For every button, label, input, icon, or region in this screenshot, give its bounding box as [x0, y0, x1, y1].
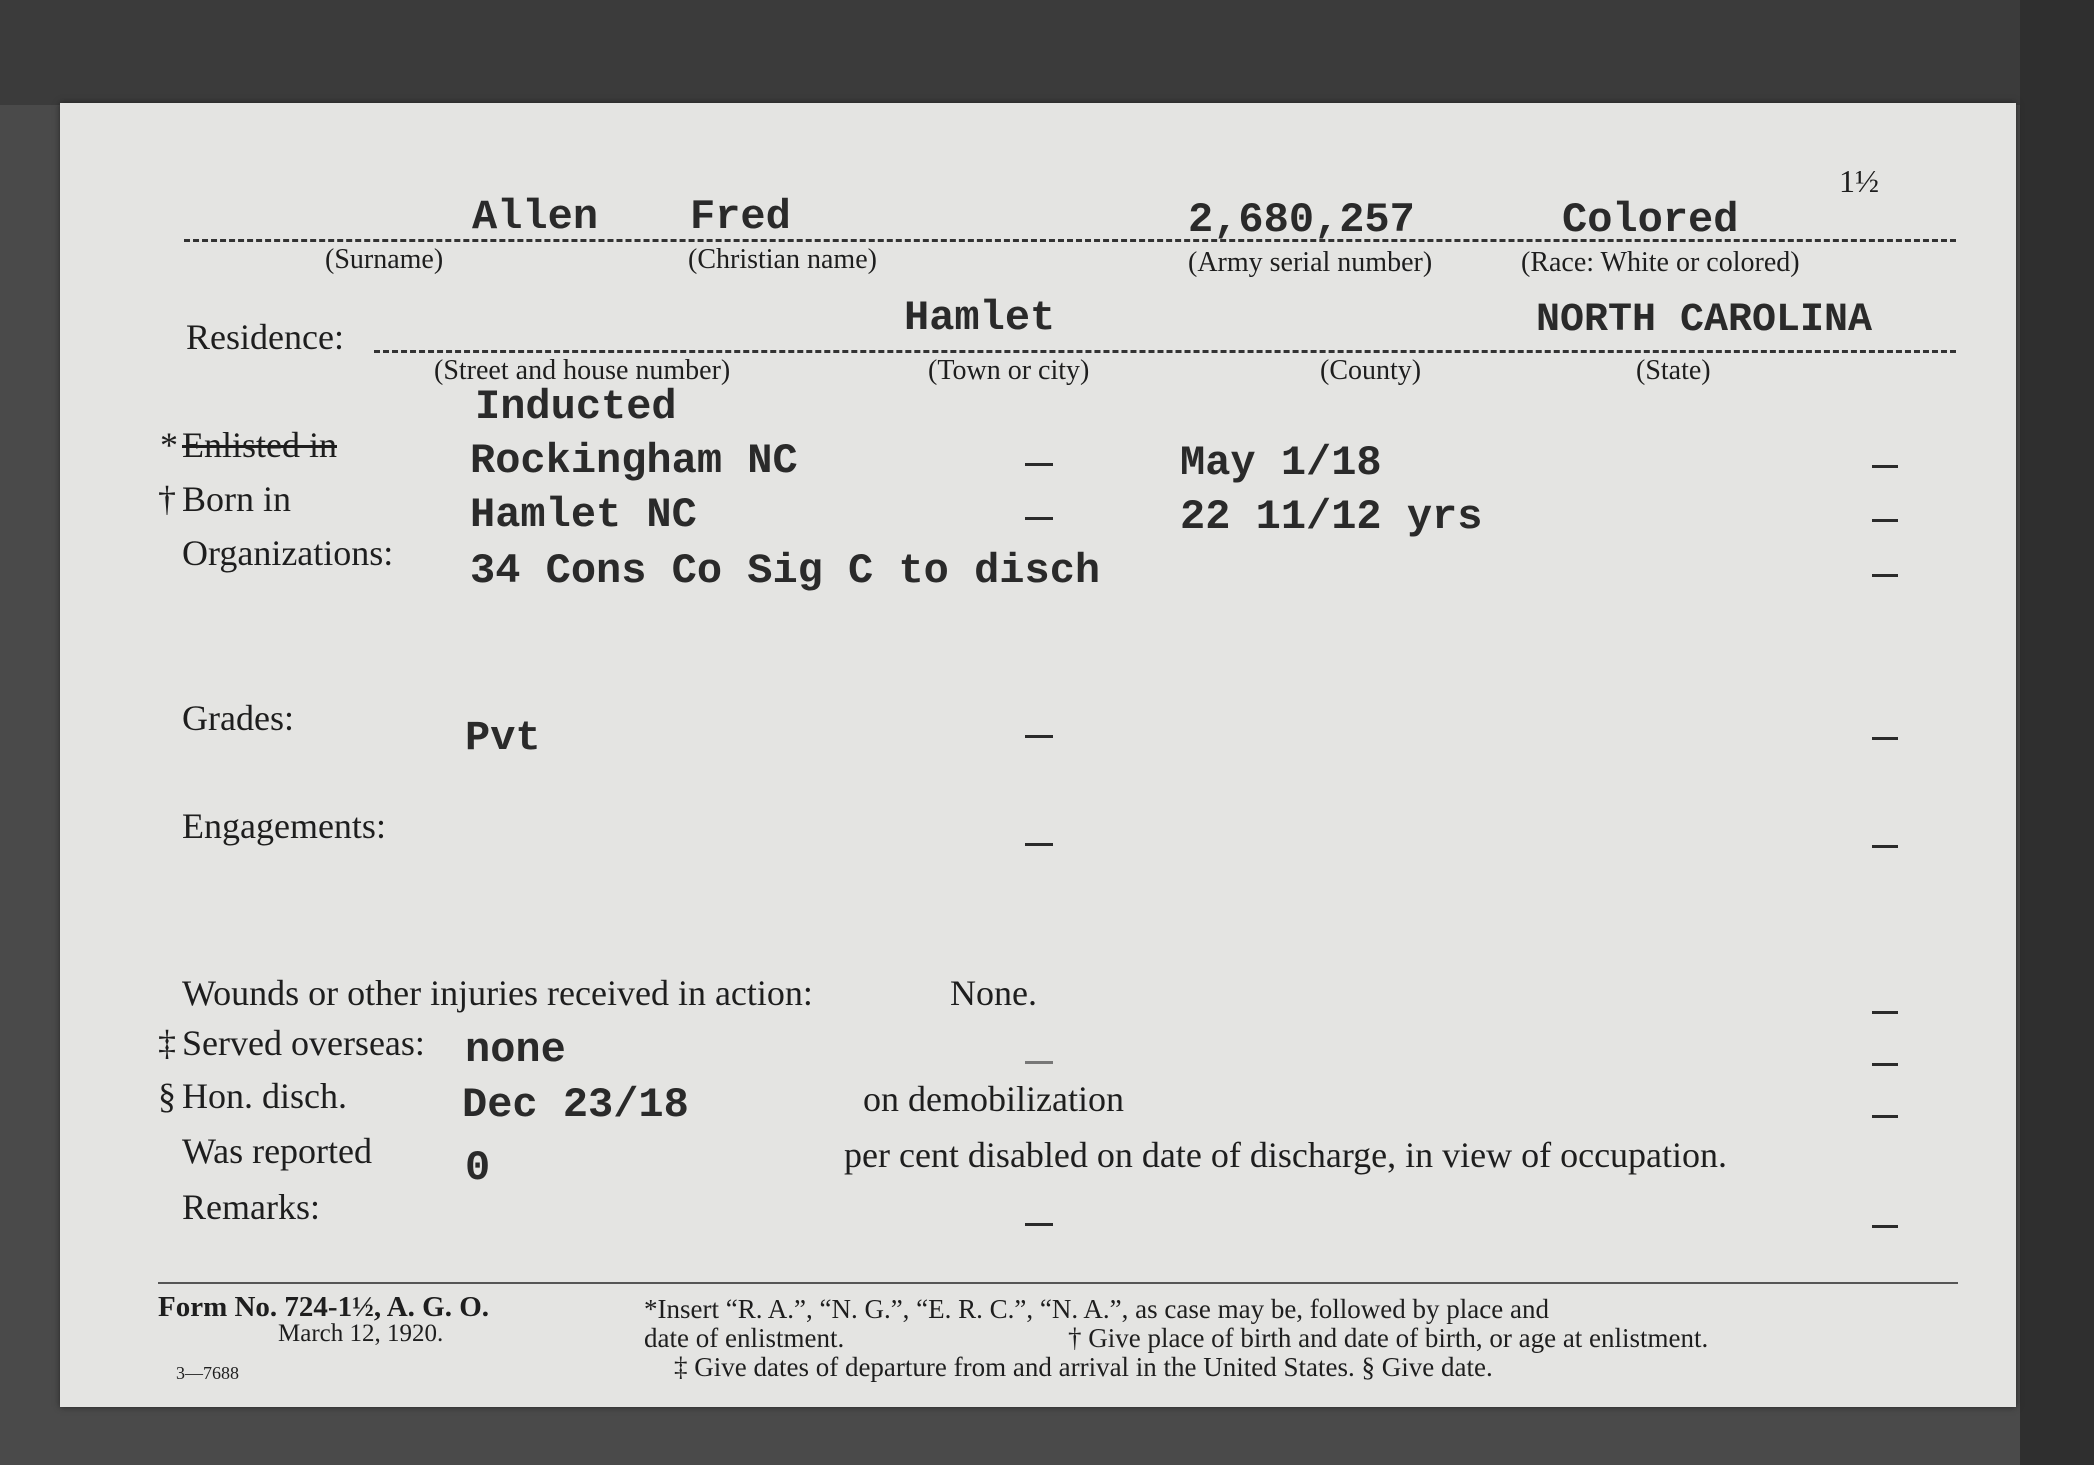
- residence-dotted-line: [374, 350, 1956, 353]
- town-caption: (Town or city): [928, 355, 1090, 386]
- discharge-text: on demobilization: [863, 1079, 1124, 1119]
- serial-number-value: 2,680,257: [1188, 196, 1415, 244]
- form-number: Form No. 724-1½, A. G. O.: [158, 1291, 490, 1323]
- print-code: 3—7688: [176, 1363, 239, 1383]
- corner-number: 1½: [1839, 163, 1879, 199]
- residence-state-value: NORTH CAROLINA: [1536, 298, 1873, 343]
- christian-name-caption: (Christian name): [688, 244, 877, 275]
- form-date: March 12, 1920.: [278, 1320, 444, 1347]
- dash-overseas-right: [1872, 1063, 1898, 1066]
- footnote-overseas-dates: ‡ Give dates of departure from and arrival in the United States. § Give date.: [674, 1352, 1493, 1382]
- race-caption: (Race: White or colored): [1521, 247, 1800, 278]
- dash-organizations-right: [1872, 574, 1898, 577]
- footnote-enlistment-continued: date of enlistment.: [644, 1323, 845, 1353]
- christian-name-value: Fred: [690, 193, 791, 241]
- discharge-label: Hon. disch.: [182, 1076, 347, 1116]
- dash-remarks-mid: [1025, 1223, 1053, 1226]
- disability-percent-value: 0: [465, 1144, 491, 1192]
- background-top: [0, 0, 2094, 105]
- surname-caption: (Surname): [325, 244, 444, 275]
- surname-value: Allen: [472, 193, 599, 241]
- reported-label: Was reported: [182, 1131, 373, 1171]
- discharge-date-value: Dec 23/18: [462, 1081, 689, 1129]
- engagements-label: Engagements:: [182, 806, 386, 846]
- serial-caption: (Army serial number): [1188, 247, 1433, 278]
- dash-wounds-right: [1872, 1011, 1898, 1014]
- street-caption: (Street and house number): [434, 355, 731, 386]
- dash-engagements-mid: [1025, 843, 1053, 846]
- born-marker: †: [158, 479, 176, 519]
- remarks-label: Remarks:: [182, 1187, 320, 1227]
- dash-overseas-mid: [1025, 1061, 1053, 1064]
- birth-place-value: Hamlet NC: [470, 491, 697, 539]
- county-caption: (County): [1320, 355, 1422, 386]
- footer-rule: [158, 1282, 1958, 1284]
- organizations-label: Organizations:: [182, 533, 394, 573]
- overseas-label: Served overseas:: [182, 1023, 425, 1063]
- dash-born-mid: [1025, 517, 1053, 520]
- grades-label: Grades:: [182, 698, 294, 738]
- race-value: Colored: [1562, 196, 1739, 244]
- dash-born-right: [1872, 519, 1898, 522]
- enlistment-place-value: Rockingham NC: [470, 437, 798, 485]
- residence-label: Residence:: [186, 317, 344, 357]
- wounds-label: Wounds or other injuries received in action:: [182, 973, 813, 1013]
- organizations-value: 34 Cons Co Sig C to disch: [470, 547, 1101, 595]
- discharge-marker: §: [158, 1076, 176, 1116]
- background-right: [2020, 0, 2094, 1465]
- state-caption: (State): [1636, 355, 1711, 386]
- footnote-birth: † Give place of birth and date of birth, or age at enlistment.: [1068, 1323, 1709, 1353]
- name-dotted-line: [184, 239, 1956, 242]
- overseas-marker: ‡: [158, 1023, 176, 1063]
- dash-discharge-right: [1872, 1115, 1898, 1118]
- grades-value: Pvt: [465, 714, 541, 762]
- enlisted-marker: *: [160, 425, 178, 465]
- dash-remarks-right: [1872, 1225, 1898, 1228]
- dash-engagements-right: [1872, 845, 1898, 848]
- residence-town-value: Hamlet: [904, 294, 1056, 342]
- enlisted-label: Enlisted in: [182, 425, 337, 465]
- born-label: Born in: [182, 479, 292, 519]
- service-record-card: [60, 103, 2016, 1407]
- dash-grades-right: [1872, 737, 1898, 740]
- footnote-enlistment: *Insert “R. A.”, “N. G.”, “E. R. C.”, “N. A.”, as case may be, followed by place and: [644, 1294, 1549, 1324]
- dash-enlisted-right: [1872, 465, 1898, 468]
- enlistment-date-value: May 1/18: [1180, 439, 1382, 487]
- dash-enlisted-mid: [1025, 463, 1053, 466]
- enlistment-type-value: Inducted: [475, 383, 677, 431]
- dash-grades-mid: [1025, 735, 1053, 738]
- age-value: 22 11/12 yrs: [1180, 493, 1483, 541]
- wounds-value: None.: [950, 973, 1037, 1013]
- reported-text: per cent disabled on date of discharge, in view of occupation.: [844, 1135, 1728, 1175]
- overseas-value: none: [465, 1026, 566, 1074]
